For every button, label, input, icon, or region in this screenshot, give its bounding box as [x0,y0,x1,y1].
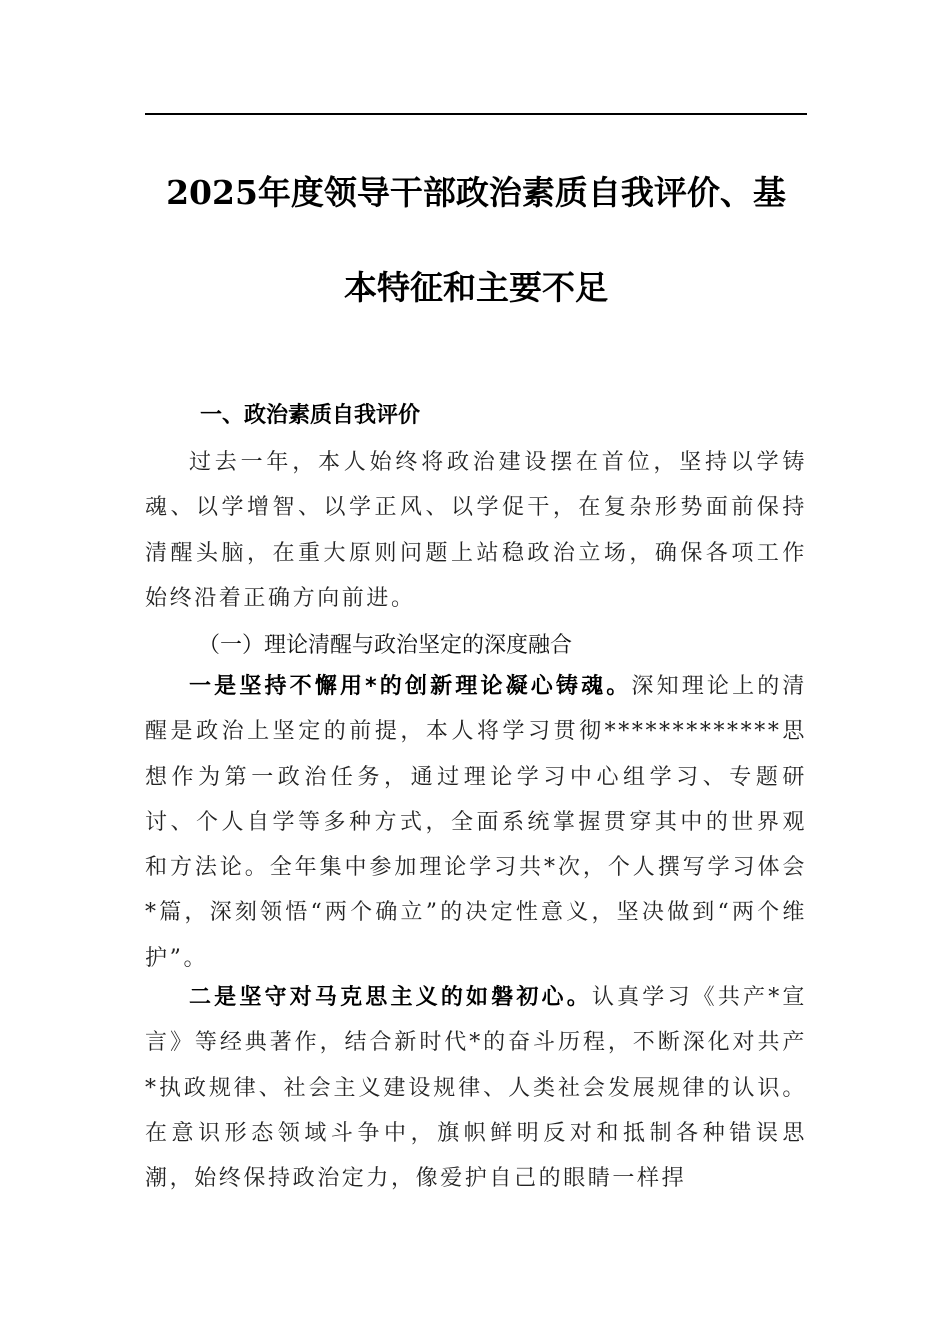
subsection-heading: （一）理论清醒与政治坚定的深度融合 [198,633,573,658]
item-2-body: 认真学习《共产*宣言》等经典著作，结合新时代*的奋斗历程，不断深化对共产*执政规律、社会主义建设规律、人类社会发展规律的认识。在意识形态领域斗争中，旗帜鲜明反对和抵制各种错误思潮，始终保持政治定力，像爱护自己的眼睛一样捍 [145,985,807,1192]
item-2-paragraph [145,975,807,1201]
intro-paragraph [145,440,807,621]
document-title-line-1: 2025年度领导干部政治素质自我评价、基 [166,173,786,212]
item-2-lead: 二是坚守对马克思主义的如磐初心。 [189,985,592,1010]
item-1-body: 深知理论上的清醒是政治上坚定的前提，本人将学习贯彻*************思想作为第一政治任务，通过理论学习中心组学习、专题研讨、个人自学等多种方式，全面系统掌握贯穿其中的世界观和方法论。全年集中参加理论学习共*次，个人撰写学习体会*篇，深刻领悟“两个确立”的决定性意义，坚决做到“两个维护”。 [145,674,807,971]
item-1-lead: 一是坚持不懈用*的创新理论凝心铸魂。 [189,674,632,699]
header-rule [145,113,807,115]
document-title-line-2: 本特征和主要不足 [344,268,608,307]
intro-text: 过去一年，本人始终将政治建设摆在首位，坚持以学铸魂、以学增智、以学正风、以学促干，在复杂形势面前保持清醒头脑，在重大原则问题上站稳政治立场，确保各项工作始终沿着正确方向前进。 [145,450,807,611]
section-heading: 一、政治素质自我评价 [200,403,421,428]
item-1-paragraph [145,664,807,981]
